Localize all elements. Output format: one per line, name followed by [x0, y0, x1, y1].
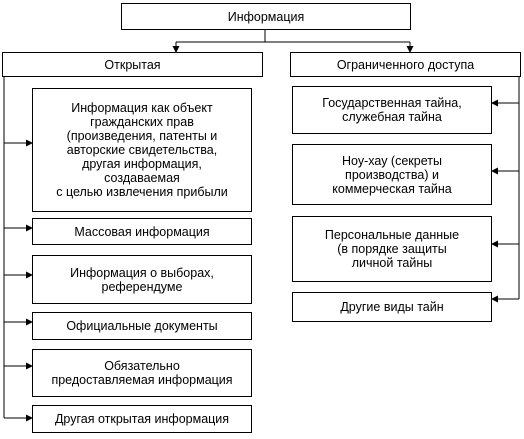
restricted-item-node — [292, 86, 492, 134]
open-item-node — [32, 349, 252, 397]
open-item-node — [32, 312, 252, 340]
open-item-label: Другая открытая информация — [54, 412, 230, 426]
root-node — [121, 3, 411, 30]
open-item-node — [32, 405, 252, 433]
restricted-item-label: Другие виды тайн — [340, 300, 444, 314]
open-item-node — [32, 88, 252, 212]
restricted-item-label: Ноу-хау (секреты производства) и коммерческая тайна — [332, 153, 452, 196]
root-label: Информация — [227, 9, 305, 24]
restricted-item-label: Государственная тайна, служебная тайна — [322, 96, 462, 124]
open-item-label: Официальные документы — [66, 319, 218, 333]
restricted-item-node — [292, 216, 492, 282]
open-item-node — [32, 255, 252, 304]
restricted-item-label: Персональные данные (в порядке защиты личной тайны — [324, 228, 460, 270]
open-item-label: Информация о выборах, референдуме — [70, 265, 214, 294]
open-heading-node — [2, 52, 263, 77]
open-heading-label: Открытая — [104, 57, 161, 72]
open-item-node — [32, 218, 252, 245]
open-item-label: Информация как объект гражданских прав (произведения, патенты и авторские свидетельства, другая информация, создаваемая с целью извлечения прибыли — [56, 101, 228, 199]
restricted-item-node — [292, 144, 492, 205]
open-item-label: Обязательно предоставляемая информация — [51, 359, 233, 387]
restricted-heading-node — [290, 52, 521, 77]
restricted-item-node — [292, 292, 492, 322]
open-item-label: Массовая информация — [74, 224, 210, 239]
restricted-heading-label: Ограниченного доступа — [336, 57, 475, 72]
